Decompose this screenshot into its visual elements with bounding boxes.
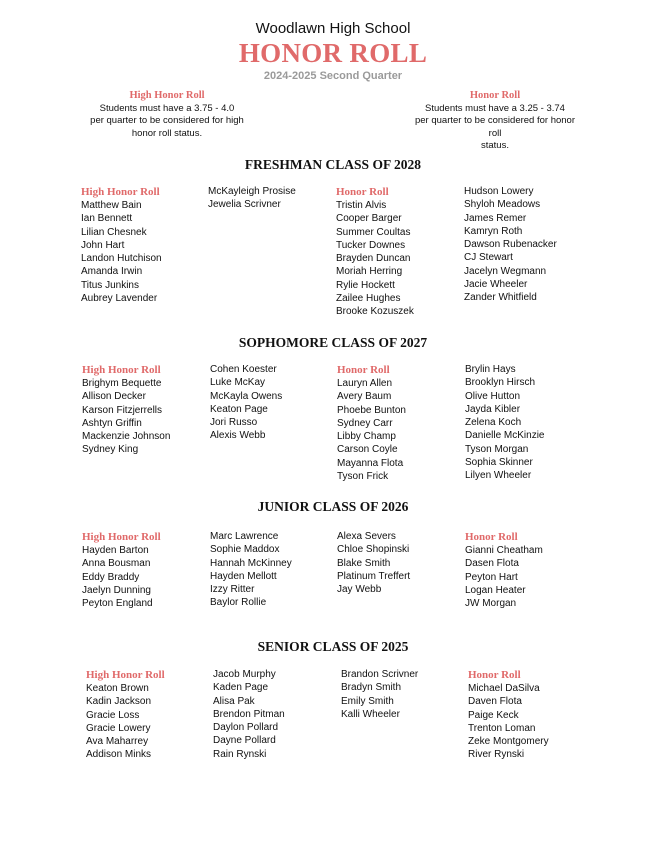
student-name: Gianni Cheatham [465,545,543,556]
student-name: Dayne Pollard [213,735,276,747]
section-heading: SOPHOMORE CLASS OF 2027 [238,335,428,350]
student-name: Shyloh Meadows [464,199,541,211]
name-column [337,530,410,596]
student-name: Gracie Loss [86,709,140,721]
student-name: Kamryn Roth [464,225,523,237]
student-name: Tyson Morgan [465,443,529,455]
student-name: Brendon Pitman [213,708,285,720]
student-name: Aubrey Lavender [81,293,158,305]
requirement-line: per quarter to be considered for honor roll [414,115,575,139]
student-name: Addison Minks [86,749,152,761]
student-name: Ava Maharrey [86,736,149,748]
student-name: Jay Webb [337,584,382,596]
student-name: Sophia Skinner [465,457,533,469]
student-name: Sydney King [82,444,139,456]
student-name: Brooklyn Hirsch [465,377,536,389]
student-name: Jayda Kibler [465,403,521,415]
student-name: Eddy Braddy [82,571,140,583]
high-honor-roll-header: High Honor Roll [86,669,165,681]
student-name: McKayleigh Prosise [208,186,296,197]
student-name: Tucker Downes [336,239,406,251]
student-name: Ian Bennett [81,213,133,225]
student-name: Sydney Carr [337,417,393,429]
student-name: Jewelia Scrivner [208,199,281,211]
student-name: Paige Keck [468,709,519,721]
student-name: Alexa Severs [337,531,396,542]
student-name: Lilyen Wheeler [465,470,532,482]
student-name: Brighym Bequette [82,378,162,389]
student-name: Peyton Hart [465,571,518,583]
student-name: Hudson Lowery [464,186,534,197]
name-column [208,185,296,212]
honor-roll-header: Honor Roll [336,186,389,198]
student-name: Rain Rynski [213,748,267,760]
page-subtitle: 2024-2025 Second Quarter [263,70,403,82]
name-column [465,530,543,610]
student-name: Brayden Duncan [336,253,411,265]
student-name: McKayla Owens [210,390,283,402]
name-column [337,363,406,483]
student-name: James Remer [464,212,527,224]
student-name: Keaton Page [210,403,268,415]
student-name: Jacelyn Wegmann [464,265,547,277]
student-name: Matthew Bain [81,200,142,211]
honor-roll-header: Honor Roll [468,669,521,681]
section-heading: JUNIOR CLASS OF 2026 [257,499,409,514]
school-name: Woodlawn High School [255,20,411,37]
high-honor-roll-header: High Honor Roll [81,186,160,198]
student-name: Landon Hutchison [81,253,162,265]
student-name: Phoebe Bunton [337,404,406,416]
student-name: Hayden Barton [82,545,149,556]
requirement-line: per quarter to be considered for high [90,115,244,126]
high-honor-roll-header: High Honor Roll [82,531,161,543]
name-column [86,668,165,762]
student-name: Mackenzie Johnson [82,431,171,443]
student-name: Avery Baum [337,391,392,403]
honor-roll-header: Honor Roll [337,364,390,376]
student-name: Jaelyn Dunning [82,584,151,596]
student-name: Alexis Webb [210,430,266,442]
honor-roll-header: Honor Roll [465,531,518,543]
student-name: Cohen Koester [210,364,277,375]
student-name: Brylin Hays [465,364,516,375]
student-name: Bradyn Smith [341,682,402,694]
student-name: Cooper Barger [336,213,402,225]
name-column [213,668,285,761]
student-name: Hayden Mellott [210,570,277,582]
section-heading: FRESHMAN CLASS OF 2028 [244,157,422,172]
page-title: HONOR ROLL [238,38,428,68]
high-honor-requirement [82,90,252,140]
student-name: John Hart [81,239,125,251]
student-name: Danielle McKinzie [465,430,545,442]
student-name: Zeke Montgomery [468,736,549,748]
requirement-line: Students must have a 3.25 - 3.74 [425,102,565,114]
name-column [336,185,414,319]
student-name: Olive Hutton [465,390,521,402]
student-name: Kadin Jackson [86,696,152,708]
requirement-line: status. [481,140,509,151]
requirement-line: Students must have a 3.75 - 4.0 [99,102,235,114]
student-name: Keaton Brown [86,683,149,694]
student-name: Baylor Rollie [210,597,267,609]
student-name: Jori Russo [210,417,258,429]
high-honor-roll-header: High Honor Roll [82,364,161,376]
student-name: Marc Lawrence [210,531,279,542]
student-name: Ashtyn Griffin [82,417,142,429]
student-name: Trenton Loman [468,722,536,734]
student-name: Alisa Pak [213,695,255,707]
student-name: Peyton England [82,598,153,610]
student-name: Titus Junkins [81,279,139,291]
student-name: Kaden Page [213,682,269,694]
student-name: Lilian Chesnek [81,226,147,238]
student-name: Jacie Wheeler [464,279,528,291]
section-heading: SENIOR CLASS OF 2025 [257,639,409,654]
name-column [81,185,162,305]
student-name: Gracie Lowery [86,722,151,734]
student-name: Sophie Maddox [210,544,280,556]
student-name: Hannah McKinney [210,557,292,569]
student-name: Daven Flota [468,696,522,708]
student-name: Izzy Ritter [210,584,255,596]
student-name: Luke McKay [210,377,266,389]
student-name: Summer Coultas [336,226,411,238]
student-name: Tristin Alvis [336,200,387,211]
student-name: Karson Fitzjerrells [82,404,163,416]
student-name: Brooke Kozuszek [336,306,414,318]
student-name: Michael DaSilva [468,683,540,694]
name-column [464,185,557,305]
student-name: Tyson Frick [337,471,389,483]
student-name: Kalli Wheeler [341,708,400,720]
student-name: CJ Stewart [464,252,513,264]
name-column [210,363,282,443]
student-name: JW Morgan [465,598,517,610]
student-name: Rylie Hockett [336,279,395,291]
student-name: Emily Smith [341,695,394,707]
student-name: Jacob Murphy [213,669,276,680]
student-name: Brandon Scrivner [341,669,419,680]
student-name: Zelena Koch [465,417,522,429]
honor-requirement [410,90,580,153]
student-name: Chloe Shopinski [337,544,410,556]
name-column [468,668,549,762]
student-name: Amanda Irwin [81,266,143,278]
student-name: Dawson Rubenacker [464,239,557,251]
student-name: River Rynski [468,749,525,761]
requirement-title: High Honor Roll [129,90,205,101]
student-name: Allison Decker [82,391,146,403]
name-column [210,530,292,610]
student-name: Mayanna Flota [337,457,404,469]
student-name: Moriah Herring [336,266,403,278]
student-name: Anna Bousman [82,558,151,570]
student-name: Carson Coyle [337,444,398,456]
student-name: Dasen Flota [465,558,519,570]
name-column [82,530,161,610]
requirement-line: honor roll status. [131,127,203,139]
name-column [82,363,170,457]
student-name: Logan Heater [465,584,526,596]
student-name: Daylon Pollard [213,722,279,734]
student-name: Blake Smith [337,557,391,569]
student-name: Platinum Treffert [337,570,411,582]
name-column [341,668,418,721]
requirement-title: Honor Roll [469,90,521,101]
student-name: Libby Champ [337,431,396,443]
student-name: Zander Whitfield [464,292,537,304]
student-name: Lauryn Allen [337,378,393,389]
student-name: Zailee Hughes [336,293,401,305]
name-column [465,363,544,483]
